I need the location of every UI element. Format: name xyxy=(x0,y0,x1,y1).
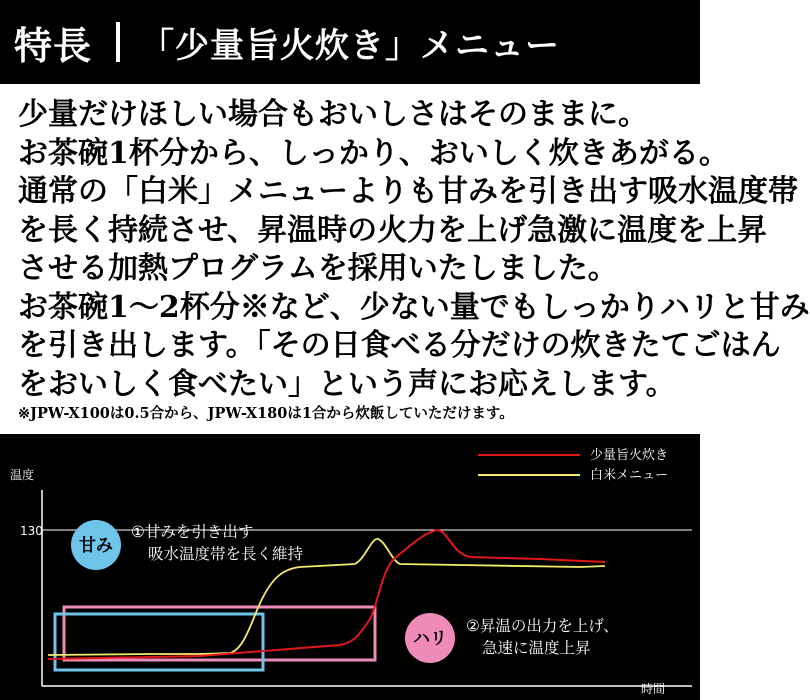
x-axis-label: 時間 xyxy=(641,682,666,696)
white-rice-curve xyxy=(48,539,605,655)
hari-callout-line2: 急速に温度上昇 xyxy=(482,639,591,657)
feature-label: 特長 xyxy=(14,23,93,68)
temperature-diagram xyxy=(0,434,700,700)
description-line: 少量だけほしい場合もおいしさはそのままに。 xyxy=(18,97,648,132)
legend-label-yellow: 白米メニュー xyxy=(590,468,669,483)
header-divider xyxy=(116,22,120,62)
hari-badge-text: ハリ xyxy=(413,629,447,649)
amami-callout-line2: 吸水温度帯を長く維持 xyxy=(148,545,304,563)
y-tick-label: 130 xyxy=(20,524,43,538)
description-line: を長く持続させ、昇温時の火力を上げ急激に温度を上昇 xyxy=(18,212,768,248)
amami-callout-line1: ①甘みを引き出す xyxy=(131,523,254,541)
y-axis-label: 温度 xyxy=(10,468,35,482)
footnote: ※JPW-X100は0.5合から、JPW-X180は1合から炊飯していただけます。 xyxy=(18,405,514,422)
amami-highlight-box xyxy=(55,614,263,670)
description-text xyxy=(18,96,810,404)
hari-callout-line1: ②昇温の出力を上げ、 xyxy=(466,617,619,635)
description-line: お茶碗1～2杯分※など、少ない量でもしっかりハリと甘み xyxy=(18,289,810,325)
diagram-svg xyxy=(0,434,700,700)
description-line: をおいしく食べたい」という声にお応えします。 xyxy=(18,366,676,402)
amami-badge-text: 甘み xyxy=(79,536,113,556)
header-title: 「少量旨火炊き」メニュー xyxy=(140,25,561,66)
description-line: お茶碗1杯分から、しっかり、おいしく炊きあがる。 xyxy=(18,135,729,171)
legend-label-red: 少量旨火炊き xyxy=(590,448,669,463)
description-line: を引き出します。「その日食べる分だけの炊きたてごはん xyxy=(18,328,781,363)
description-line: させる加熱プログラムを採用いたしました。 xyxy=(18,251,618,286)
description-line: 通常の「白米」メニューよりも甘みを引き出す吸水温度帯 xyxy=(18,174,798,209)
header-bar xyxy=(0,0,700,84)
